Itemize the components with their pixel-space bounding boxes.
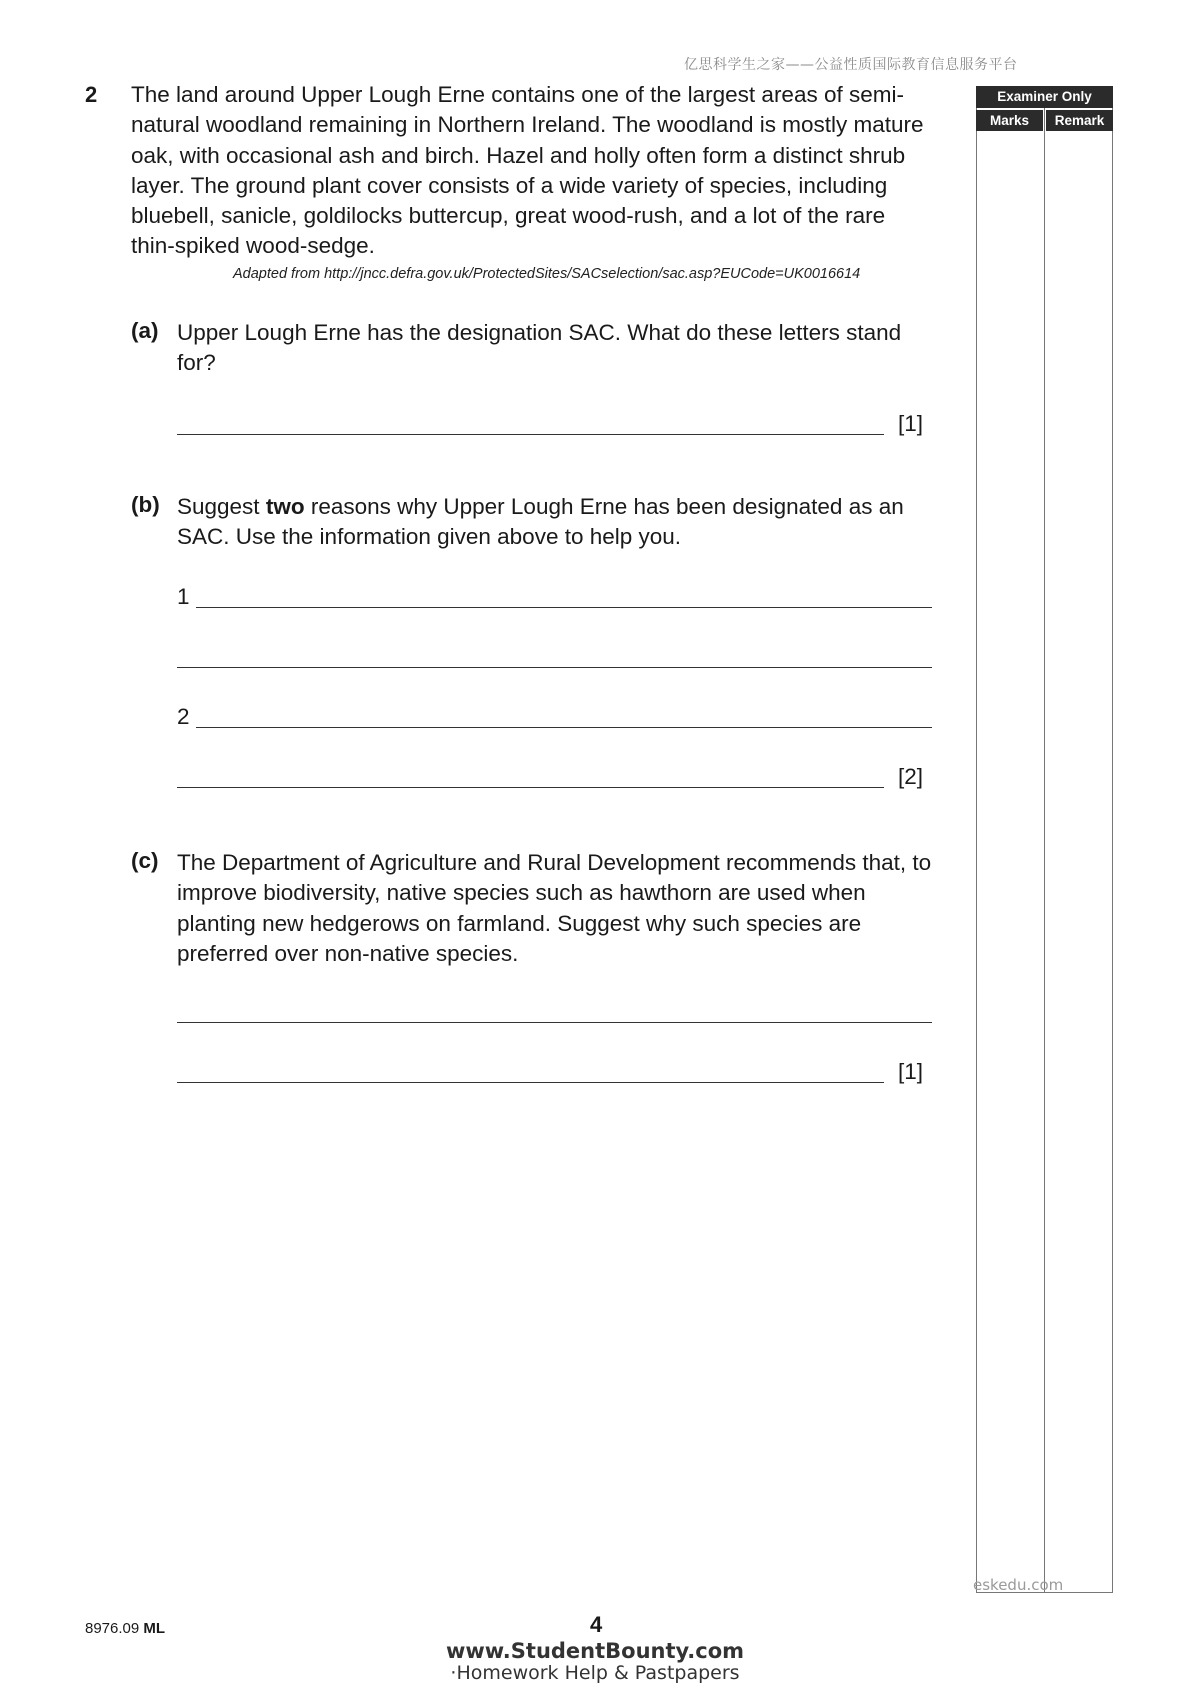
part-b-text-pre: Suggest bbox=[177, 494, 266, 519]
part-b-text bbox=[177, 492, 937, 553]
part-b-text-post: reasons why Upper Lough Erne has been designated as an SAC. Use the information given above to help you. bbox=[177, 494, 904, 550]
part-c-answer-line-1[interactable] bbox=[177, 1022, 932, 1023]
part-a-marks: [1] bbox=[898, 411, 924, 436]
footer-watermark: eskedu.com bbox=[973, 1576, 1064, 1594]
marks-column-header: Marks bbox=[976, 110, 1043, 131]
source-citation: Adapted from http://jncc.defra.gov.uk/ProtectedSites/SACselection/sac.asp?EUCode=UK0016614 bbox=[233, 266, 861, 282]
part-b-answer-line-1b[interactable] bbox=[177, 667, 932, 668]
part-b-answer-line-1a[interactable] bbox=[196, 607, 932, 608]
studentbounty-logo bbox=[430, 1640, 760, 1684]
sidebar-column-divider bbox=[1044, 86, 1045, 1593]
part-a-text: Upper Lough Erne has the designation SAC. What do these letters stand for? bbox=[177, 320, 902, 376]
paper-code-number: 8976.09 bbox=[85, 1620, 140, 1637]
part-b-text-bold: two bbox=[265, 494, 305, 519]
part-a-answer-line[interactable] bbox=[177, 434, 884, 435]
part-b-number-1: 1 bbox=[177, 584, 190, 609]
header-watermark: 亿思科学生之家——公益性质国际教育信息服务平台 bbox=[684, 57, 1018, 73]
part-b-marks: [2] bbox=[898, 764, 924, 789]
part-b-answer-line-2b[interactable] bbox=[177, 787, 884, 788]
part-b-label: (b) bbox=[131, 492, 160, 517]
brand-url: www.StudentBounty.com bbox=[445, 1639, 745, 1663]
part-c-label: (c) bbox=[131, 848, 159, 873]
question-intro: The land around Upper Lough Erne contains one of the largest areas of semi-natural woodland remaining in Northern Ireland. The woodland is mostly mature oak, with occasional ash and birch. Hazel and holly often form a distinct shrub layer. The ground plant cover consists of a wide variety of species, including bluebell, sanicle, goldilocks buttercup, great wood-rush, and a lot of the rare thin-spiked wood-sedge. bbox=[131, 82, 924, 259]
examiner-only-header: Examiner Only bbox=[976, 86, 1113, 108]
paper-code-suffix: ML bbox=[143, 1620, 166, 1637]
paper-code bbox=[85, 1620, 165, 1637]
part-c-answer-line-2[interactable] bbox=[177, 1082, 884, 1083]
part-b-number-2: 2 bbox=[177, 704, 190, 729]
part-b-answer-line-2a[interactable] bbox=[196, 727, 932, 728]
part-a-label: (a) bbox=[131, 318, 159, 343]
brand-tagline: ·Homework Help & Pastpapers bbox=[450, 1662, 740, 1684]
part-c-marks: [1] bbox=[898, 1059, 924, 1084]
question-number: 2 bbox=[85, 82, 98, 107]
remark-column-header: Remark bbox=[1046, 110, 1113, 131]
page-number: 4 bbox=[590, 1612, 603, 1637]
part-c-text: The Department of Agriculture and Rural Development recommends that, to improve biodiversity, native species such as hawthorn are used when planting new hedgerows on farmland. Suggest why such species are preferred over non-native species. bbox=[177, 850, 932, 966]
